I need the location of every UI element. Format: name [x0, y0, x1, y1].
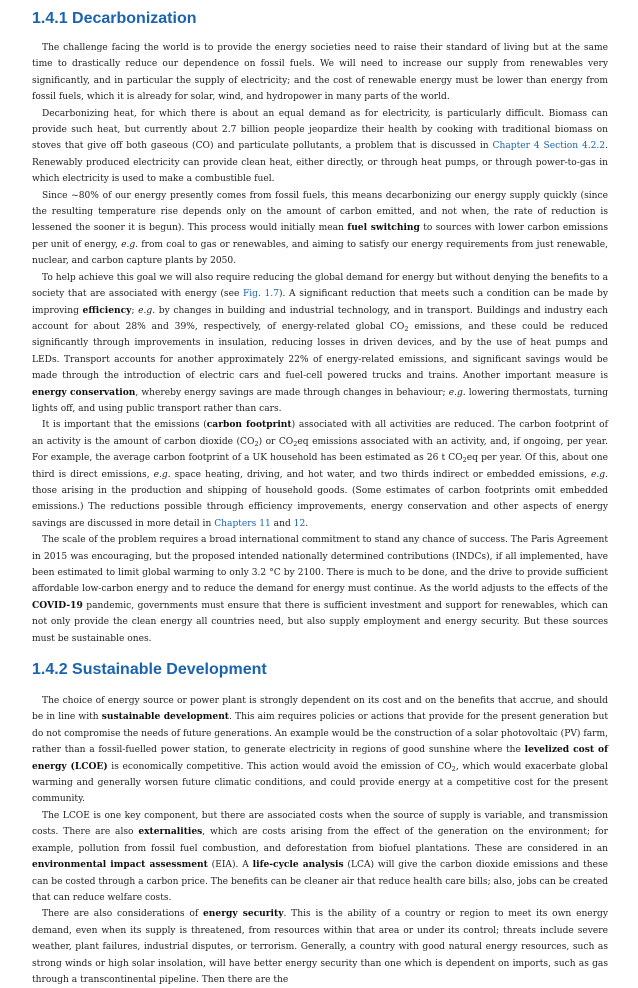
bold-term: externalities: [138, 826, 203, 838]
text-run: emissions, and these could be reduced significantly through improvements in insulation, reducing losses in driven devices, and by the use of heat pumps and LEDs. Transport accounts for another approximately 22% of energy-related emissions, and significant savings would be made through the introduction of electric cars and fuel-cell powered trucks and trains. Another important measure is: [32, 321, 608, 382]
bold-term: COVID-19: [32, 599, 83, 611]
cross-reference-link[interactable]: Chapters 11: [214, 518, 271, 529]
subscript: 2: [293, 439, 298, 448]
paragraph: [32, 417, 608, 532]
text-run: eq emissions associated with an activity, and, if ongoing, per year. For example, the average carbon footprint of a UK household has been estimated as 26 t CO: [32, 436, 608, 464]
text-run: It is important that the emissions (: [42, 420, 207, 431]
bold-term: efficiency: [82, 304, 132, 316]
text-run: (EIA). A: [207, 860, 253, 871]
text-run: ) or CO: [258, 436, 294, 447]
paragraph: [32, 188, 608, 270]
text-run: .: [305, 518, 309, 529]
text-run: ;: [131, 305, 139, 316]
bold-term: environmental impact assessment: [32, 859, 208, 871]
text-run: from coal to gas or renewables, and aiming to satisfy our energy requirements from just renewable, nuclear, and carbon capture plants by 2050.: [32, 239, 608, 267]
section-heading-decarbonization: 1.4.1 Decarbonization: [32, 10, 197, 27]
text-run: The scale of the problem requires a broad international commitment to stand any chance of success. The Paris Agreement in 2015 was encouraging, but the proposed intended nationally determined contributions (INDCs), if all implemented, have been estimated to limit global warming to only 3.2 °C by 2100. There is much to be done, and the drive to provide sufficient affordable low-carbon energy and to reduce the demand for energy must continue. As the world adjusts to the effects of the: [32, 535, 608, 595]
text-run: . Renewably produced electricity can provide clean heat, either directly, or through heat pumps, or through power-to-gas in which electricity is used to make a combustible fuel.: [32, 141, 609, 185]
text-run: those arising in the production and shipping of household goods. (Some estimates of carbon footprints omit embedded emissions.) The reductions possible through efficiency improvements, energy conservation and other aspects of energy savings are discussed in more detail in: [32, 485, 608, 529]
bold-term: levelized cost of energy (LCOE): [32, 744, 609, 772]
cross-reference-link[interactable]: Chapter 4 Section 4.2.2: [492, 141, 606, 152]
subscript: 2: [451, 764, 456, 773]
text-run: The choice of energy source or power plant is strongly dependent on its cost and on the benefits that accrue, and should be in line with: [32, 696, 608, 723]
section-body-decarbonization: [32, 40, 608, 647]
subscript: 2: [254, 439, 259, 448]
text-run: The challenge facing the world is to provide the energy societies need to raise their standard of living but at the same time to drastically reduce our dependence on fossil fuels. We will need to increase our supply from renewables very significantly, and in particular the supply of electricity; and the cost of renewable energy must be lower than energy from fossil fuels, which it is already for solar, wind, and hydropower in many parts of the world.: [32, 43, 608, 103]
paragraph: [32, 270, 608, 418]
text-run: pandemic, governments must ensure that there is sufficient investment and support for renewables, which can not only provide the clean energy all countries need, but also supply employment and energy security. But these sources must be sustainable ones.: [32, 600, 608, 644]
paragraph: [32, 40, 608, 106]
text-run: by changes in building and industrial technology, and in transport. Buildings and industry each account for about 28% and 39%, respectively, of energy-related global CO: [32, 305, 608, 332]
bold-term: life-cycle analysis: [252, 859, 344, 871]
bold-term: energy security: [203, 908, 284, 920]
text-run: Since ~80% of our energy presently comes from fossil fuels, this means decarbonizing our energy supply quickly (since the resulting temperature rise depends only on the amount of carbon emitted, and not when, the rate of reduction is lessened the sooner it is begun). This process would initially mean: [32, 190, 608, 234]
paragraph: [32, 532, 608, 647]
italic-text: e.g.: [138, 305, 156, 316]
text-run: Decarbonizing heat, for which there is about an equal demand as for electricity, is particularly difficult. Biomass can provide such heat, but currently about 2.7 billion people jeopardize their health by cooking with traditional biomass on stoves that give off both gaseous (CO) and particulate pollutants, a problem that is discussed in: [32, 108, 608, 152]
section-body-sustainable-development: [32, 693, 608, 988]
cross-reference-link[interactable]: 12: [293, 518, 306, 529]
bold-term: sustainable development: [101, 711, 230, 723]
text-run: The LCOE is one key component, but there are associated costs when the source of supply is variable, and transmission costs. There are also: [32, 810, 608, 838]
subscript: 2: [462, 456, 467, 465]
text-run: . This is the ability of a country or region to meet its own energy demand, even when its supply is threatened, from resources within that area or under its control; threats include severe weather, plant failures, industrial disputes, or terrorism. Generally, a country with good natural energy resources, such as strong winds or high solar insolation, will have better energy security than one which is dependent on imports, such as gas through a transcontinental pipeline. Then there are the: [32, 909, 608, 985]
italic-text: e.g.: [121, 239, 139, 250]
text-run: lowering thermostats, turning lights off, and using public transport rather than cars.: [32, 387, 609, 414]
text-run: is economically competitive. This action would avoid the emission of CO: [107, 761, 452, 772]
paragraph: [32, 106, 608, 188]
text-run: ). A significant reduction that meets such a condition can be made by improving: [32, 289, 609, 316]
paragraph: [32, 906, 608, 988]
bold-term: carbon footprint: [206, 419, 292, 431]
italic-text: e.g.: [448, 387, 466, 398]
text-run: eq per year. Of this, about one third is direct emissions,: [32, 453, 609, 480]
subscript: 2: [404, 324, 409, 333]
text-run: , which are costs arising from the effect of the generation on the environment; for example, pollution from fossil fuel combustion, and deforestation from biofuel plantations. These are considered in an: [32, 827, 608, 854]
text-run: , which would exacerbate global warming and generally worsen future climatic conditions, and could provide energy at a competitive cost for the present community.: [32, 761, 609, 805]
bold-term: energy conservation: [32, 386, 136, 398]
text-run: to sources with lower carbon emissions per unit of energy,: [32, 223, 608, 250]
bold-term: fuel switching: [347, 222, 420, 234]
text-run: ) associated with all activities are reduced. The carbon footprint of an activity is the amount of carbon dioxide (CO: [32, 420, 608, 447]
text-run: , whereby energy savings are made through changes in behaviour;: [135, 387, 449, 398]
cross-reference-link[interactable]: Fig. 1.7: [242, 289, 279, 300]
text-run: To help achieve this goal we will also require reducing the global demand for energy but without denying the benefits to a society that are associated with energy (see: [32, 272, 608, 300]
section-heading-sustainable-development: 1.4.2 Sustainable Development: [32, 661, 267, 679]
text-run: . This aim requires policies or actions that provide for the present generation but do not compromise the needs of future generations. An example would be the construction of a solar photovoltaic (PV) farm, rather than a fossil-fuelled power station, to generate electricity in regions of good sunshine where the: [32, 712, 609, 756]
text-run: and: [270, 518, 294, 529]
text-run: There are also considerations of: [42, 909, 204, 920]
paragraph: [32, 693, 608, 808]
italic-text: e.g.: [591, 469, 608, 480]
italic-text: e.g.: [153, 469, 171, 480]
text-run: space heating, driving, and hot water, and two thirds indirect or embedded emissions,: [170, 469, 592, 480]
paragraph: [32, 808, 608, 906]
text-run: (LCA) will give the carbon dioxide emissions and these can be costed through a carbon price. The benefits can be cleaner air that reduce health care bills; also, jobs can be created that can reduce welfare costs.: [32, 860, 609, 903]
